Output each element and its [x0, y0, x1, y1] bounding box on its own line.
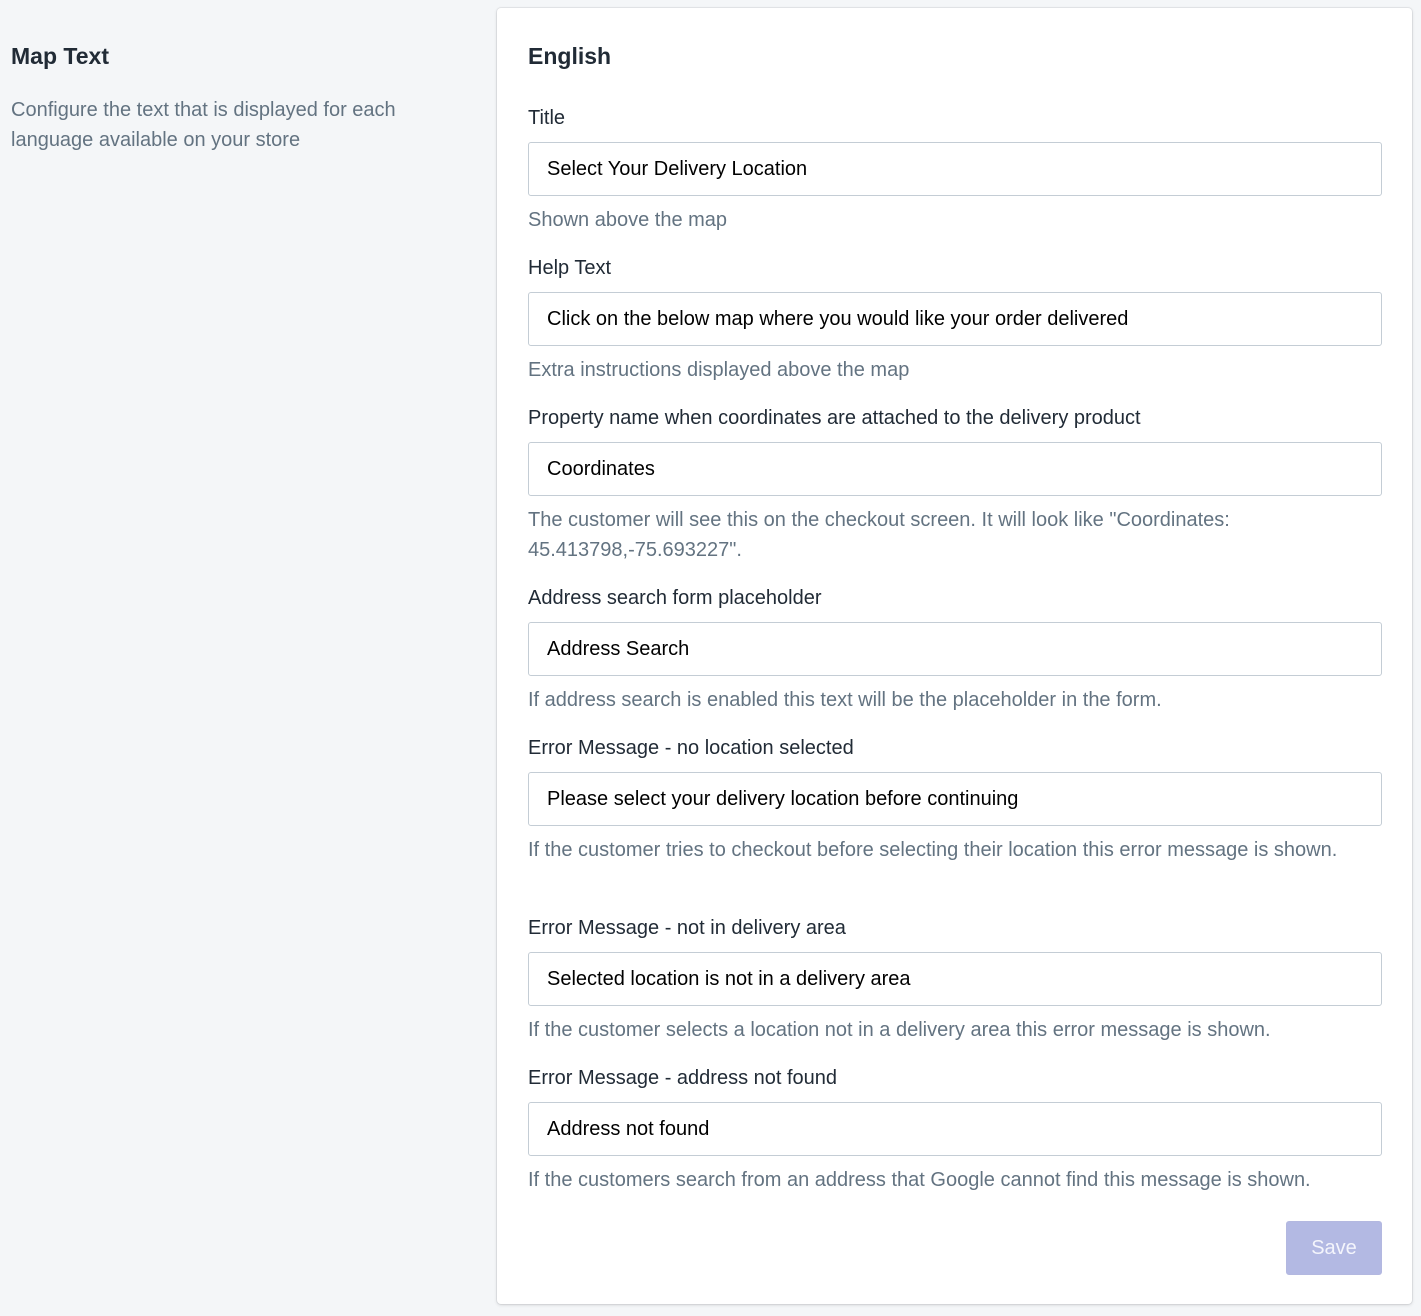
- address-search-placeholder-help-text: If address search is enabled this text will be the placeholder in the form.: [528, 689, 1162, 711]
- error-not-in-area-field: [528, 913, 1382, 1045]
- save-button[interactable]: Save: [1286, 1221, 1382, 1275]
- title-field: [528, 103, 1382, 235]
- property-name-help-text: The customer will see this on the checkout screen. It will look like "Coordinates: 45.413798,-75.693227".: [528, 509, 1230, 561]
- error-address-not-found-help-text: If the customers search from an address that Google cannot find this message is shown.: [528, 1169, 1311, 1191]
- language-card: [497, 8, 1412, 1304]
- error-no-location-field: [528, 733, 1382, 865]
- property-name-label: Property name when coordinates are attached to the delivery product: [528, 407, 1141, 429]
- address-search-placeholder-input[interactable]: [528, 622, 1382, 676]
- error-not-in-area-help-text: If the customer selects a location not in a delivery area this error message is shown.: [528, 1019, 1271, 1041]
- help-text-label: Help Text: [528, 257, 612, 279]
- error-address-not-found-label: Error Message - address not found: [528, 1067, 838, 1089]
- property-name-field: [528, 403, 1382, 565]
- help-text-field: [528, 253, 1382, 385]
- help-text-help-text: Extra instructions displayed above the map: [528, 359, 910, 381]
- property-name-input[interactable]: [528, 442, 1382, 496]
- error-no-location-label: Error Message - no location selected: [528, 737, 854, 759]
- section-title: Map Text: [11, 43, 109, 69]
- title-input[interactable]: [528, 142, 1382, 196]
- error-address-not-found-input[interactable]: [528, 1102, 1382, 1156]
- language-title: English: [528, 43, 612, 69]
- section-description: Configure the text that is displayed for each language available on your store: [11, 99, 396, 151]
- address-search-placeholder-field: [528, 583, 1382, 715]
- title-help-text: Shown above the map: [528, 209, 728, 231]
- title-label: Title: [528, 107, 566, 129]
- error-address-not-found-field: [528, 1063, 1382, 1195]
- error-not-in-area-input[interactable]: [528, 952, 1382, 1006]
- error-no-location-input[interactable]: [528, 772, 1382, 826]
- address-search-placeholder-label: Address search form placeholder: [528, 587, 822, 609]
- help-text-input[interactable]: [528, 292, 1382, 346]
- section-annotation: [11, 40, 451, 155]
- error-no-location-help-text: If the customer tries to checkout before selecting their location this error message is shown.: [528, 839, 1338, 861]
- error-not-in-area-label: Error Message - not in delivery area: [528, 917, 846, 939]
